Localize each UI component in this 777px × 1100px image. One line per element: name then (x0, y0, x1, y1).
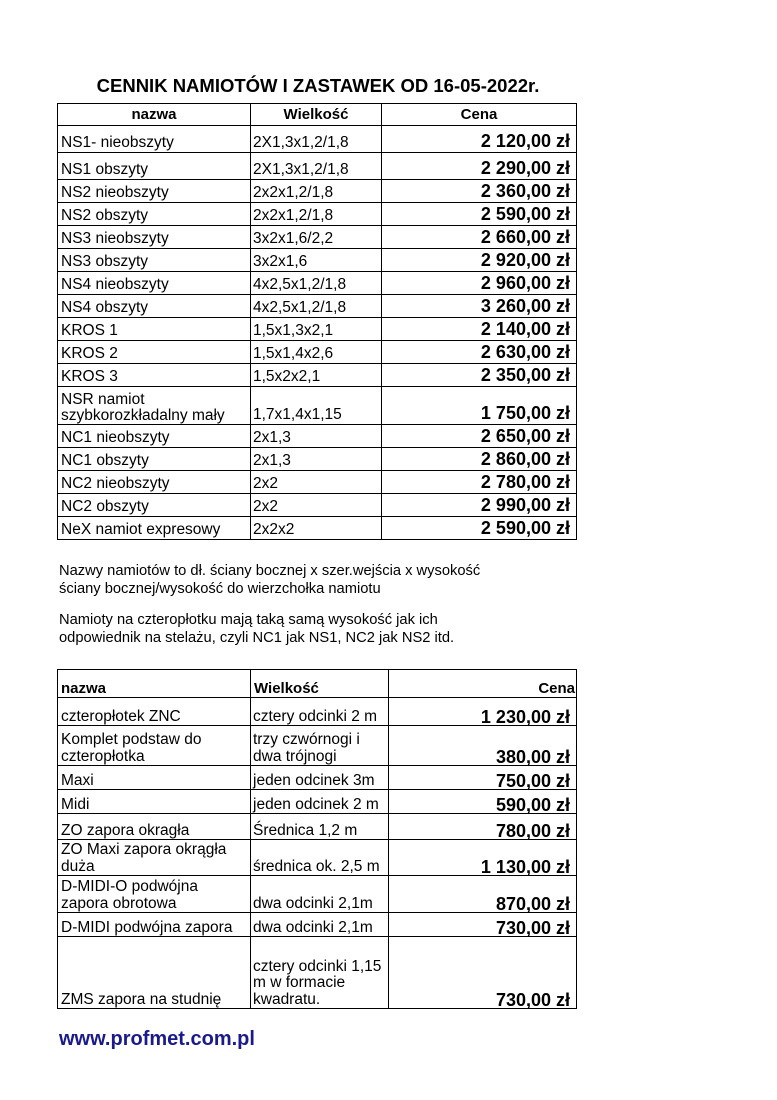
item-price: 3 260,00 zł (382, 295, 577, 318)
item-size: 2x2x1,2/1,8 (251, 203, 382, 226)
item-price: 750,00 zł (389, 766, 577, 790)
note-naming (59, 563, 579, 598)
item-size: 1,7x1,4x1,15 (251, 387, 382, 425)
item-name: KROS 1 (58, 318, 251, 341)
item-price: 2 960,00 zł (382, 272, 577, 295)
header-price: Cena (382, 104, 577, 126)
tents-price-table (57, 103, 577, 540)
table-row (58, 471, 577, 494)
item-size: 2x1,3 (251, 448, 382, 471)
header-size: Wielkość (251, 670, 389, 698)
item-size: dwa odcinki 2,1m (251, 876, 389, 913)
item-price: 730,00 zł (389, 937, 577, 1009)
table-row (58, 726, 577, 766)
item-name: KROS 2 (58, 341, 251, 364)
item-price: 2 630,00 zł (382, 341, 577, 364)
item-size: 3x2x1,6/2,2 (251, 226, 382, 249)
table-row (58, 876, 577, 913)
table-row (58, 425, 577, 448)
table-row (58, 203, 577, 226)
item-name: ZO Maxi zapora okrągła duża (58, 840, 251, 876)
table-row (58, 126, 577, 153)
item-name: NS2 obszyty (58, 203, 251, 226)
item-size: 2x1,3 (251, 425, 382, 448)
table-row (58, 272, 577, 295)
item-size: 2x2x1,2/1,8 (251, 180, 382, 203)
item-price: 2 920,00 zł (382, 249, 577, 272)
note-height (59, 612, 579, 647)
table-row (58, 913, 577, 937)
item-size: dwa odcinki 2,1m (251, 913, 389, 937)
table-row (58, 448, 577, 471)
item-name: NS3 obszyty (58, 249, 251, 272)
table-row (58, 766, 577, 790)
header-size: Wielkość (251, 104, 382, 126)
item-name: NS1- nieobszyty (58, 126, 251, 153)
item-name: NS2 nieobszyty (58, 180, 251, 203)
item-size: 1,5x2x2,1 (251, 364, 382, 387)
item-name: NC1 nieobszyty (58, 425, 251, 448)
item-size: jeden odcinek 3m (251, 766, 389, 790)
item-name: D-MIDI podwójna zapora (58, 913, 251, 937)
table-row (58, 517, 577, 540)
header-name: nazwa (58, 670, 251, 698)
table-row (58, 341, 577, 364)
item-size: 4x2,5x1,2/1,8 (251, 272, 382, 295)
note-line: ściany bocznej/wysokość do wierzchołka namiotu (59, 580, 381, 597)
website-link[interactable]: www.profmet.com.pl (59, 1028, 255, 1050)
barriers-price-table (57, 669, 577, 1009)
item-name: NS4 nieobszyty (58, 272, 251, 295)
table-row (58, 840, 577, 876)
table-row (58, 153, 577, 180)
item-size: Średnica 1,2 m (251, 814, 389, 840)
table-row (58, 387, 577, 425)
header-price: Cena (389, 670, 577, 698)
item-price: 2 590,00 zł (382, 203, 577, 226)
item-price: 1 750,00 zł (382, 387, 577, 425)
item-price: 2 650,00 zł (382, 425, 577, 448)
item-name: NeX namiot expresowy (58, 517, 251, 540)
item-size: 1,5x1,3x2,1 (251, 318, 382, 341)
item-size: 2x2x2 (251, 517, 382, 540)
item-price: 590,00 zł (389, 790, 577, 814)
table-row (58, 937, 577, 1009)
item-price: 1 230,00 zł (389, 698, 577, 726)
table-row (58, 364, 577, 387)
item-size: 4x2,5x1,2/1,8 (251, 295, 382, 318)
item-name: Komplet podstaw do czteropłotka (58, 726, 251, 766)
item-size: 2X1,3x1,2/1,8 (251, 153, 382, 180)
item-price: 730,00 zł (389, 913, 577, 937)
item-price: 1 130,00 zł (389, 840, 577, 876)
table-row (58, 814, 577, 840)
item-size: średnica ok. 2,5 m (251, 840, 389, 876)
table-row (58, 318, 577, 341)
table-row (58, 226, 577, 249)
header-name: nazwa (58, 104, 251, 126)
table-row (58, 249, 577, 272)
item-name: NC1 obszyty (58, 448, 251, 471)
item-price: 2 780,00 zł (382, 471, 577, 494)
item-price: 2 360,00 zł (382, 180, 577, 203)
item-name: NC2 nieobszyty (58, 471, 251, 494)
table-row (58, 295, 577, 318)
item-price: 2 590,00 zł (382, 517, 577, 540)
item-name: NS1 obszyty (58, 153, 251, 180)
note-line: Namioty na czteropłotku mają taką samą wysokość jak ich (59, 612, 438, 628)
item-name: NS4 obszyty (58, 295, 251, 318)
item-price: 2 990,00 zł (382, 494, 577, 517)
item-price: 2 120,00 zł (382, 126, 577, 153)
item-size: 1,5x1,4x2,6 (251, 341, 382, 364)
item-name: czteropłotek ZNC (58, 698, 251, 726)
table-row (58, 790, 577, 814)
table-row (58, 698, 577, 726)
item-price: 380,00 zł (389, 726, 577, 766)
table-header-row (58, 104, 577, 126)
item-size: jeden odcinek 2 m (251, 790, 389, 814)
item-name: Maxi (58, 766, 251, 790)
item-price: 2 140,00 zł (382, 318, 577, 341)
item-size: 2X1,3x1,2/1,8 (251, 126, 382, 153)
item-name: ZO zapora okragła (58, 814, 251, 840)
table-row (58, 494, 577, 517)
item-size: 2x2 (251, 471, 382, 494)
item-size: trzy czwórnogi i dwa trójnogi (251, 726, 389, 766)
item-price: 2 350,00 zł (382, 364, 577, 387)
item-price: 780,00 zł (389, 814, 577, 840)
table-row (58, 180, 577, 203)
item-price: 2 860,00 zł (382, 448, 577, 471)
page-title: CENNIK NAMIOTÓW I ZASTAWEK OD 16-05-2022r. (96, 75, 540, 96)
item-name: NSR namiot szybkorozkładalny mały (58, 387, 251, 425)
note-line: Nazwy namiotów to dł. ściany bocznej x szer.wejścia x wysokość (59, 563, 481, 579)
item-name: ZMS zapora na studnię (58, 937, 251, 1009)
item-price: 2 660,00 zł (382, 226, 577, 249)
table-header-row (58, 670, 577, 698)
item-name: Midi (58, 790, 251, 814)
item-price: 2 290,00 zł (382, 153, 577, 180)
item-name: KROS 3 (58, 364, 251, 387)
item-size: 2x2 (251, 494, 382, 517)
item-name: NC2 obszyty (58, 494, 251, 517)
item-name: D-MIDI-O podwójna zapora obrotowa (58, 876, 251, 913)
item-name: NS3 nieobszyty (58, 226, 251, 249)
item-size: cztery odcinki 2 m (251, 698, 389, 726)
item-price: 870,00 zł (389, 876, 577, 913)
item-size: cztery odcinki 1,15 m w formacie kwadratu. (251, 937, 389, 1009)
note-line: odpowiednik na stelażu, czyli NC1 jak NS1, NC2 jak NS2 itd. (59, 629, 455, 646)
item-size: 3x2x1,6 (251, 249, 382, 272)
